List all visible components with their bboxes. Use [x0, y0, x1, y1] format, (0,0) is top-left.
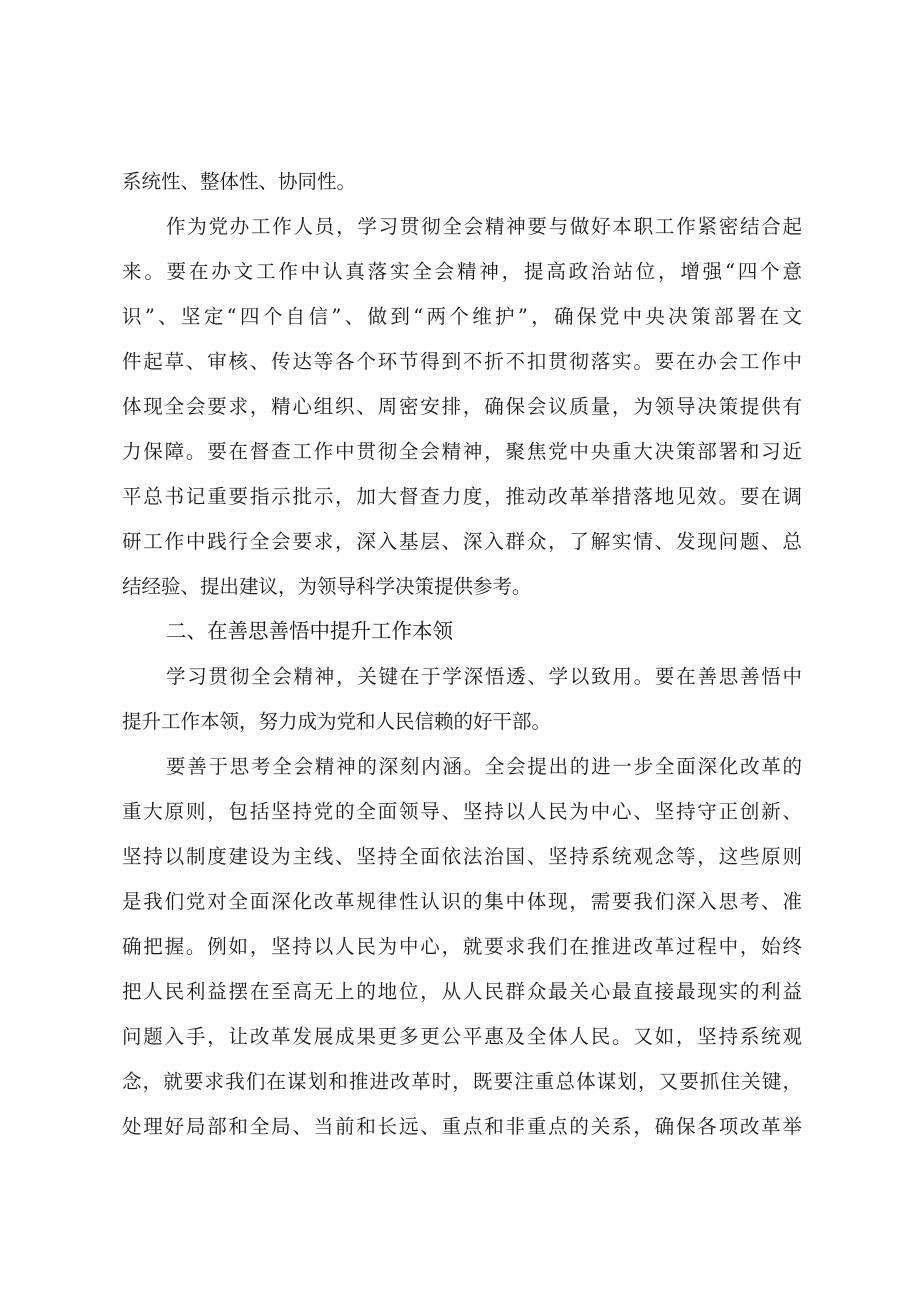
paragraph-line: 力保障。要在督查工作中贯彻全会精神，聚焦党中央重大决策部署和习近 [122, 440, 802, 463]
paragraph-line: 坚持以制度建设为主线、坚持全面依法治国、坚持系统观念等，这些原则 [122, 845, 802, 868]
paragraph-line: 系统性、整体性、协同性。 [122, 170, 357, 193]
paragraph-line: 确把握。例如，坚持以人民为中心，就要求我们在推进改革过程中，始终 [122, 935, 802, 958]
paragraph-line: 件起草、审核、传达等各个环节得到不折不扣贯彻落实。要在办会工作中 [122, 350, 802, 373]
paragraph-line: 是我们党对全面深化改革规律性认识的集中体现，需要我们深入思考、准 [122, 890, 802, 913]
paragraph-line: 处理好局部和全局、当前和长远、重点和非重点的关系，确保各项改革举 [122, 1115, 802, 1138]
paragraph-line: 结经验、提出建议，为领导科学决策提供参考。 [122, 575, 532, 598]
paragraph-line: 问题入手，让改革发展成果更多更公平惠及全体人民。又如，坚持系统观 [122, 1025, 802, 1048]
paragraph-line: 识”、坚定“四个自信”、做到“两个维护”，确保党中央决策部署在文 [122, 305, 802, 328]
paragraph-line: 学习贯彻全会精神，关键在于学深悟透、学以致用。要在善思善悟中 [166, 665, 802, 688]
paragraph-line: 作为党办工作人员，学习贯彻全会精神要与做好本职工作紧密结合起 [166, 215, 802, 238]
paragraph-line: 来。要在办文工作中认真落实全会精神，提高政治站位，增强“四个意 [122, 260, 802, 283]
paragraph-line: 体现全会要求，精心组织、周密安排，确保会议质量，为领导决策提供有 [122, 395, 802, 418]
paragraph-line: 把人民利益摆在至高无上的地位，从人民群众最关心最直接最现实的利益 [122, 980, 802, 1003]
paragraph-line: 重大原则，包括坚持党的全面领导、坚持以人民为中心、坚持守正创新、 [122, 800, 802, 823]
section-heading: 二、在善思善悟中提升工作本领 [166, 619, 453, 643]
paragraph-line: 平总书记重要指示批示，加大督查力度，推动改革举措落地见效。要在调 [122, 485, 802, 508]
paragraph-line: 提升工作本领，努力成为党和人民信赖的好干部。 [122, 710, 552, 733]
paragraph-line: 念，就要求我们在谋划和推进改革时，既要注重总体谋划，又要抓住关键， [122, 1070, 802, 1093]
paragraph-line: 研工作中践行全会要求，深入基层、深入群众，了解实情、发现问题、总 [122, 530, 802, 553]
paragraph-line: 要善于思考全会精神的深刻内涵。全会提出的进一步全面深化改革的 [166, 755, 802, 778]
